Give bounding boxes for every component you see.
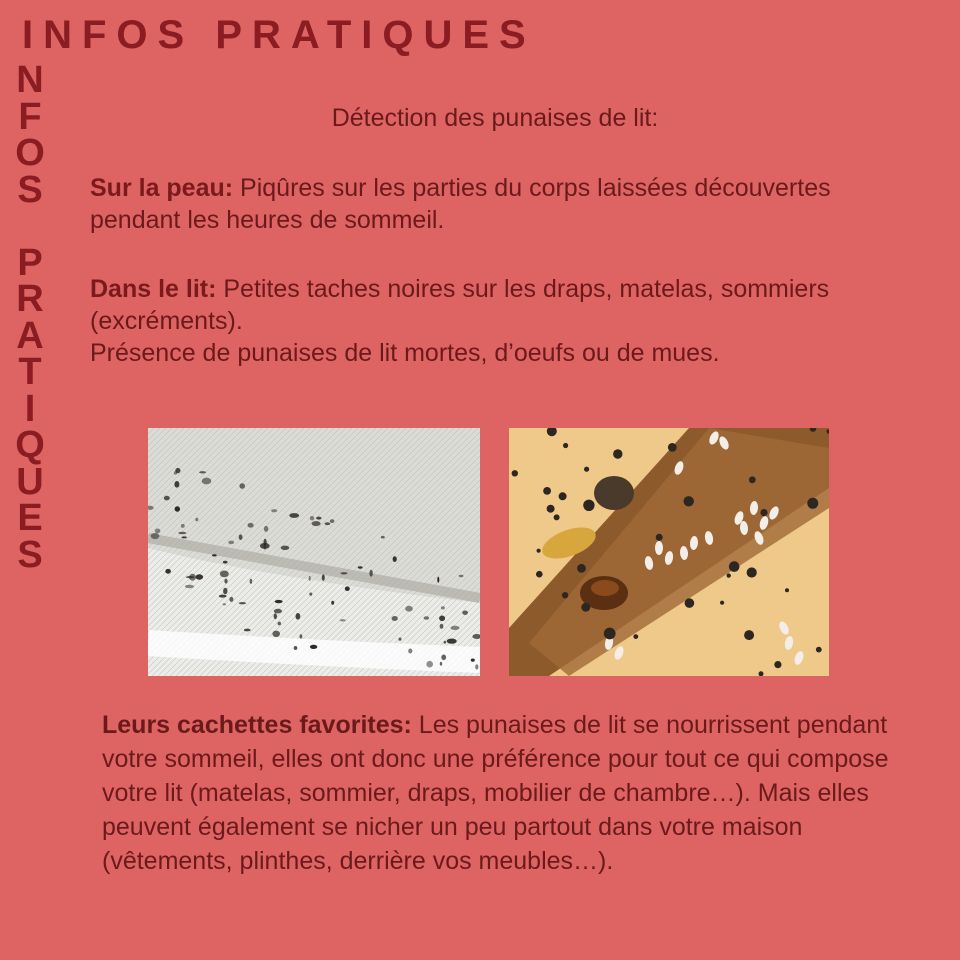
- stain-spot: [178, 532, 186, 534]
- stain-spot: [275, 600, 283, 603]
- hiding-text: Les punaises de lit se nourrissent pendant votre sommeil, elles ont donc une préférence pour tout ce qui compose votre lit (matelas, sommier, draps, mobilier de chambre…). Mais elles peuvent également se nicher un peu partout dans votre maison (vêtements, plinthes, derrière vos meubles…).: [102, 711, 889, 875]
- stain-spot: [281, 546, 290, 550]
- vertical-title-letter: F: [18, 95, 42, 138]
- stain-spot: [312, 521, 321, 526]
- vertical-title-letter: R: [16, 278, 44, 320]
- stain-spot: [219, 595, 227, 598]
- stain-spot: [475, 664, 478, 669]
- stain-spot: [155, 529, 161, 534]
- droppings-mark: [536, 571, 543, 578]
- stain-spot: [345, 586, 350, 591]
- droppings-mark: [604, 628, 616, 640]
- stain-spot: [309, 576, 311, 581]
- stain-spot: [274, 609, 282, 614]
- droppings-mark: [633, 634, 638, 639]
- stain-spot: [381, 536, 385, 539]
- stained-sheet-illustration: [148, 428, 480, 676]
- vertical-title-letter: A: [16, 314, 44, 357]
- droppings-mark: [563, 443, 568, 448]
- droppings-mark: [543, 487, 551, 495]
- stain-spot: [189, 574, 196, 581]
- stain-spot: [471, 659, 475, 662]
- vertical-title-letter: I: [24, 387, 36, 430]
- bed-paragraph: [90, 273, 890, 369]
- droppings-mark: [744, 630, 754, 640]
- stain-spot: [248, 523, 254, 528]
- stain-spot: [223, 588, 227, 595]
- stain-spot: [440, 662, 442, 666]
- stain-spot: [294, 646, 298, 650]
- stain-spot: [223, 603, 226, 605]
- stain-spot: [441, 606, 445, 609]
- egg-mark: [655, 541, 663, 555]
- droppings-mark: [816, 647, 822, 653]
- stain-spot: [393, 556, 397, 562]
- stain-spot: [195, 518, 198, 522]
- stain-spot: [244, 629, 251, 632]
- stain-spot: [358, 566, 363, 568]
- stain-spot: [196, 574, 204, 579]
- stain-spot: [239, 534, 243, 540]
- stain-spot: [340, 619, 346, 621]
- hiding-label: Leurs cachettes favorites:: [102, 711, 412, 739]
- vertical-title-letter: O: [15, 132, 45, 174]
- stain-spot: [331, 601, 334, 605]
- vertical-title-letter: S: [17, 168, 43, 211]
- stain-spot: [310, 516, 314, 520]
- droppings-mark: [584, 467, 589, 472]
- stain-spot: [278, 622, 281, 626]
- stain-spot: [202, 478, 212, 485]
- droppings-mark: [581, 603, 590, 612]
- stain-spot: [229, 597, 233, 602]
- vertical-title-letter: S: [17, 533, 43, 576]
- droppings-mark: [656, 534, 663, 541]
- vertical-title-letter: P: [17, 241, 43, 284]
- stain-spot: [341, 572, 348, 574]
- stain-spot: [440, 624, 444, 629]
- stain-spot: [459, 575, 464, 577]
- droppings-mark: [747, 567, 757, 577]
- stain-spot: [164, 496, 170, 501]
- stain-spot: [325, 522, 331, 525]
- stain-spot: [175, 506, 180, 511]
- droppings-mark: [547, 505, 555, 513]
- vertical-title-letter: Q: [15, 424, 45, 466]
- droppings-mark: [537, 549, 541, 553]
- skin-label: Sur la peau:: [90, 174, 234, 202]
- stain-spot: [151, 533, 160, 539]
- stain-spot: [212, 554, 217, 556]
- stain-spot: [462, 611, 468, 615]
- droppings-mark: [785, 588, 789, 592]
- stain-spot: [182, 536, 187, 538]
- stain-spot: [224, 579, 227, 584]
- stain-spot: [228, 541, 234, 545]
- droppings-mark: [685, 598, 695, 608]
- stain-spot: [274, 613, 277, 619]
- bed-text-2: Présence de punaises de lit mortes, d’oeufs ou de mues.: [90, 339, 720, 367]
- stain-spot: [451, 626, 460, 630]
- skin-paragraph: [90, 172, 850, 236]
- droppings-mark: [562, 592, 568, 598]
- droppings-mark: [807, 498, 818, 509]
- stain-spot: [165, 569, 171, 574]
- stain-spot: [444, 641, 447, 644]
- vertical-title-letter: T: [18, 351, 42, 393]
- stain-spot: [174, 471, 177, 475]
- droppings-mark: [554, 514, 560, 520]
- stain-spot: [310, 645, 317, 649]
- stain-spot: [322, 574, 325, 580]
- stain-spot: [185, 585, 194, 588]
- stain-spot: [220, 571, 229, 578]
- vertical-title-letter: U: [16, 460, 44, 503]
- stain-spot: [392, 616, 398, 621]
- stain-spot: [369, 570, 372, 577]
- droppings-mark: [577, 564, 586, 573]
- stain-spot: [271, 509, 277, 512]
- stain-spot: [426, 661, 433, 668]
- droppings-mark: [613, 449, 622, 458]
- droppings-mark: [729, 561, 740, 572]
- droppings-mark: [559, 492, 567, 500]
- droppings-mark: [720, 601, 724, 605]
- bed-text: Petites taches noires sur les draps, matelas, sommiers (excréments).: [90, 275, 830, 335]
- skin-text: Piqûres sur les parties du corps laissées découvertes pendant les heures de sommeil.: [90, 174, 831, 234]
- stain-spot: [441, 655, 446, 661]
- vertical-title-letter: E: [17, 497, 43, 539]
- stain-spot: [239, 483, 245, 489]
- stain-spot: [447, 639, 457, 644]
- stain-spot: [181, 524, 185, 528]
- stain-spot: [296, 613, 301, 620]
- droppings-mark: [684, 496, 694, 506]
- stain-spot: [272, 631, 280, 637]
- stained-sheet-photo: [148, 428, 480, 676]
- stain-spot: [424, 616, 430, 619]
- hiding-places-paragraph: [102, 708, 932, 878]
- stain-spot: [309, 593, 312, 596]
- droppings-mark: [583, 500, 594, 511]
- droppings-mark: [760, 509, 767, 516]
- stain-spot: [439, 616, 445, 622]
- stain-spot: [264, 526, 268, 532]
- page-title: INFOS PRATIQUES: [22, 13, 536, 57]
- stain-spot: [408, 649, 412, 654]
- droppings-mark: [512, 470, 518, 476]
- bed-label: Dans le lit:: [90, 275, 217, 303]
- stain-spot: [174, 481, 179, 488]
- droppings-mark: [727, 573, 731, 577]
- stain-spot: [330, 519, 335, 523]
- bedbug-eggs-illustration: [509, 428, 829, 676]
- bedbug-eggs-photo: [509, 428, 829, 676]
- droppings-mark: [774, 661, 781, 668]
- stain-spot: [260, 543, 270, 549]
- droppings-mark: [668, 443, 677, 452]
- stain-spot: [316, 517, 321, 520]
- stain-spot: [300, 634, 303, 638]
- vertical-title-letter: N: [16, 59, 44, 101]
- stain-spot: [399, 638, 402, 641]
- stain-spot: [239, 602, 246, 604]
- stain-spot: [405, 606, 413, 612]
- vertical-title-letter: [10, 208, 50, 245]
- stain-spot: [199, 471, 206, 473]
- section-heading: Détection des punaises de lit:: [331, 104, 659, 132]
- vertical-title: [10, 59, 50, 576]
- stain-spot: [223, 561, 228, 564]
- stain-spot: [437, 577, 439, 583]
- stain-spot: [289, 513, 299, 518]
- droppings-mark: [749, 476, 756, 483]
- stain-spot: [250, 579, 253, 584]
